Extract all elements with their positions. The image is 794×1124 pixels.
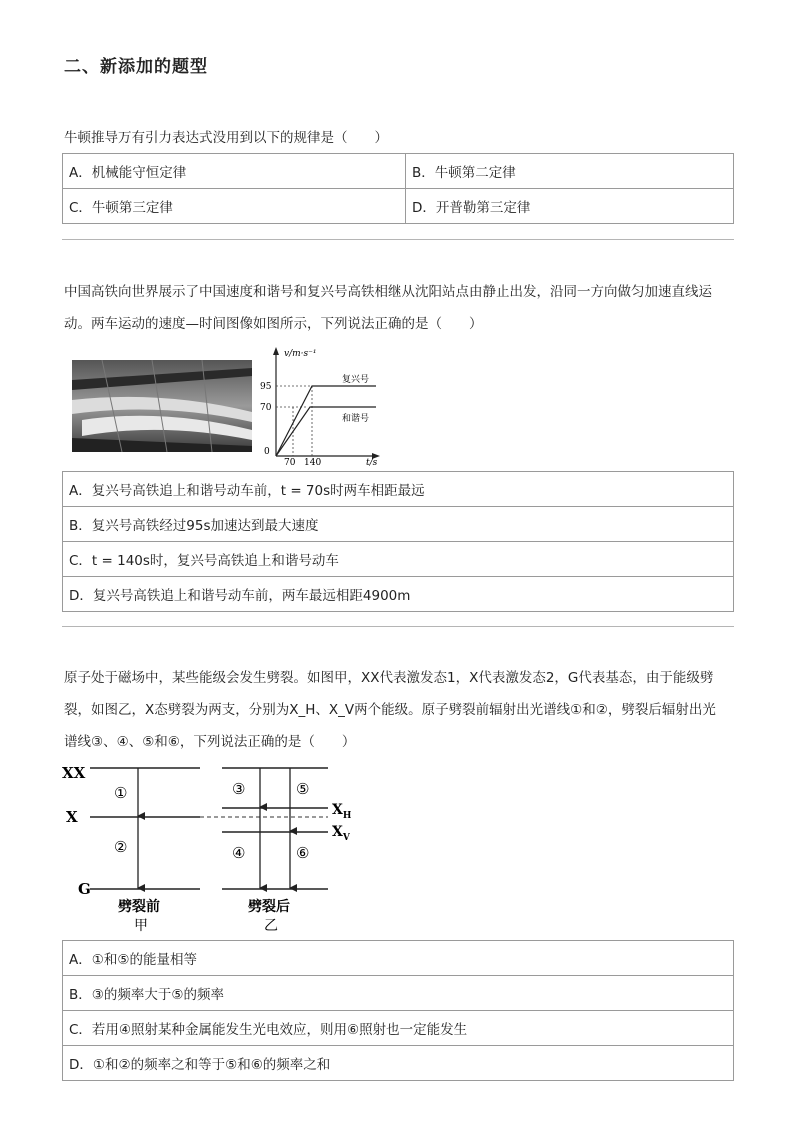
train-photo: [72, 360, 252, 452]
y-tick-70: 70: [260, 403, 272, 413]
q1-option-d[interactable]: D．开普勒第三定律: [406, 189, 734, 224]
y-axis-arrow-icon: [273, 347, 279, 355]
y-tick-95: 95: [260, 382, 272, 392]
level-g-label: G: [78, 880, 91, 898]
divider: [62, 626, 734, 627]
q3-text-line-1: 原子处于磁场中，某些能级会发生劈裂。如图甲，XX代表激发态1，X代表激发态2，G代表基态，由于能级劈: [64, 670, 714, 686]
x-tick-140: 140: [304, 458, 322, 466]
q3-option-b[interactable]: B．③的频率大于⑤的频率: [63, 976, 734, 1011]
question-3-options: [62, 940, 734, 1081]
q1-option-c[interactable]: C．牛顿第三定律: [63, 189, 406, 224]
question-2-options: [62, 471, 734, 612]
q2-text-line-2: 动。两车运动的速度—时间图像如图所示，下列说法正确的是（ ）: [64, 316, 483, 332]
caption-jia: 甲: [134, 918, 148, 934]
q1-option-b[interactable]: B．牛顿第二定律: [406, 154, 734, 189]
divider: [62, 239, 734, 240]
transition-6-label: ⑥: [296, 844, 310, 862]
q3-option-d[interactable]: D．①和②的频率之和等于⑤和⑥的频率之和: [63, 1046, 734, 1081]
question-3-text: [64, 662, 736, 758]
level-xh-label: $X_H$: [332, 802, 352, 821]
caption-before-split: 劈裂前: [118, 899, 160, 915]
question-1-text: 牛顿推导万有引力表达式没用到以下的规律是（ ）: [64, 130, 388, 146]
transition-4-label: ④: [232, 844, 246, 862]
level-xv-label: $X_V$: [332, 824, 350, 843]
level-xx-label: XX: [62, 764, 86, 782]
transition-3-label: ③: [232, 780, 246, 798]
q3-option-c[interactable]: C．若用④照射某种金属能发生光电效应，则用⑥照射也一定能发生: [63, 1011, 734, 1046]
q2-option-a[interactable]: A．复兴号高铁追上和谐号动车前，t = 70s时两车相距最远: [63, 472, 734, 507]
q3-text-line-3: 谱线③、④、⑤和⑥，下列说法正确的是（ ）: [64, 734, 356, 750]
q3-option-a[interactable]: A．①和⑤的能量相等: [63, 941, 734, 976]
q1-option-a[interactable]: A．机械能守恒定律: [63, 154, 406, 189]
level-x-label: X: [66, 808, 78, 826]
q2-text-line-1: 中国高铁向世界展示了中国速度和谐号和复兴号高铁相继从沈阳站点由静止出发，沿同一方向做匀加速直线运: [64, 284, 712, 300]
section-title: 二、新添加的题型: [64, 57, 208, 77]
y-axis-label: v/m·s⁻¹: [284, 349, 317, 359]
transition-2-label: ②: [114, 838, 128, 856]
caption-after-split: 劈裂后: [248, 899, 290, 915]
series-hexie-label: 和谐号: [342, 414, 370, 424]
transition-1-label: ①: [114, 784, 128, 802]
question-2-text: [64, 276, 736, 340]
q2-option-b[interactable]: B．复兴号高铁经过95s加速达到最大速度: [63, 507, 734, 542]
transition-5-label: ⑤: [296, 780, 310, 798]
q2-option-d[interactable]: D．复兴号高铁追上和谐号动车前，两车最远相距4900m: [63, 577, 734, 612]
q3-text-line-2: 裂，如图乙，X态劈裂为两支，分别为X_H、X_V两个能级。原子劈裂前辐射出光谱线①和②，劈裂后辐射出光: [64, 702, 716, 718]
origin-label: 0: [264, 447, 270, 457]
caption-yi: 乙: [264, 918, 278, 934]
vt-graph: [256, 342, 386, 466]
x-axis-label: t/s: [366, 458, 378, 466]
series-fuxing-label: 复兴号: [342, 375, 370, 385]
question-1-options: [62, 153, 734, 224]
q2-option-c[interactable]: C．t = 140s时，复兴号高铁追上和谐号动车: [63, 542, 734, 577]
x-tick-70: 70: [284, 458, 296, 466]
energy-level-diagram: [60, 760, 360, 936]
